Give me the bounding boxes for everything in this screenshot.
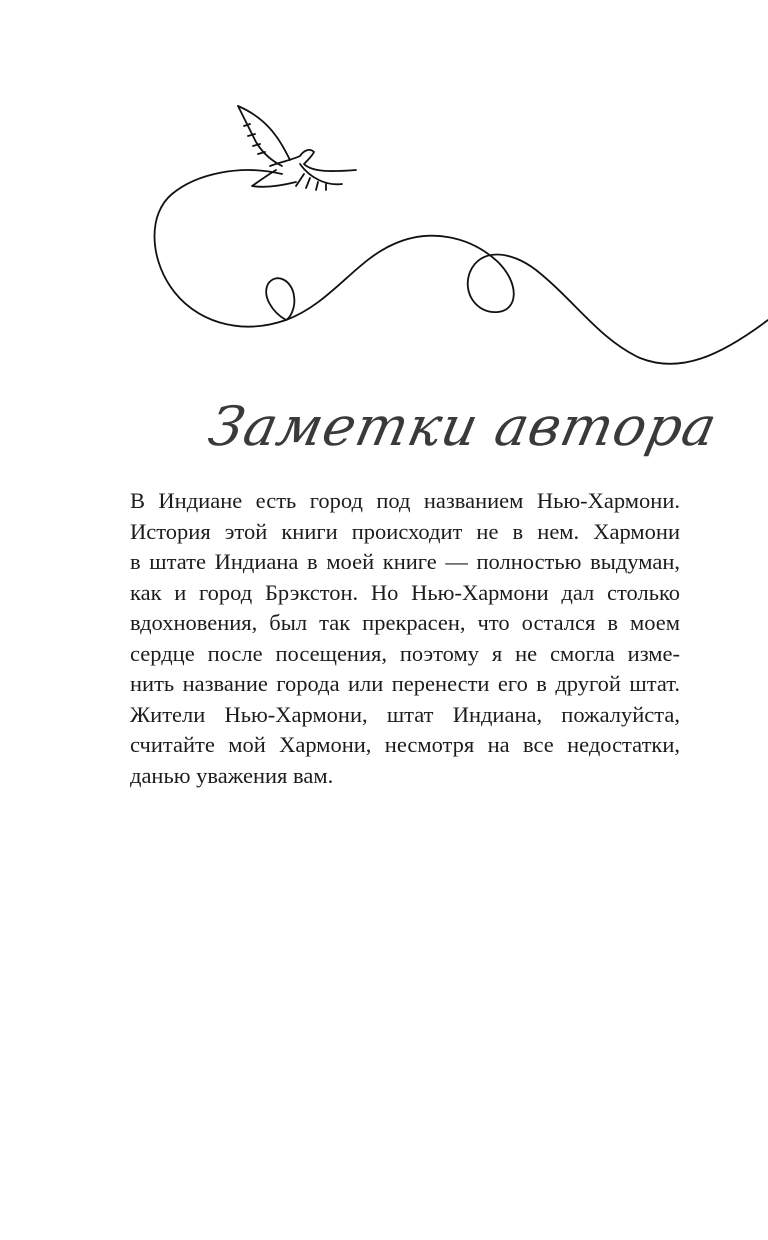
text-line: вдохновения, был так прекрасен, что остался в моем bbox=[130, 610, 680, 635]
body-paragraph bbox=[130, 486, 680, 791]
text-line: Жители Нью-Хармони, штат Индиана, пожалуйста, bbox=[130, 701, 680, 727]
text-line: в штате Индиана в моей книге — полностью выдуман, bbox=[130, 549, 680, 574]
text-line: нить название города или перенести его в другой штат. bbox=[130, 671, 680, 696]
text-line: данью уважения вам. bbox=[130, 762, 334, 788]
text-line: считайте мой Хармони, несмотря на все недостатки, bbox=[130, 732, 680, 757]
page-title: Заметки автора bbox=[203, 395, 723, 458]
text-line: сердце после посещения, поэтому я не смогла изме- bbox=[130, 640, 680, 666]
text-line: В Индиане есть город под названием Нью-Хармони. bbox=[130, 488, 680, 513]
dove-with-flourish-icon bbox=[0, 0, 768, 380]
text-line: как и город Брэкстон. Но Нью-Хармони дал столько bbox=[130, 579, 680, 605]
text-line: История этой книги происходит не в нем. Хармони bbox=[130, 518, 680, 544]
